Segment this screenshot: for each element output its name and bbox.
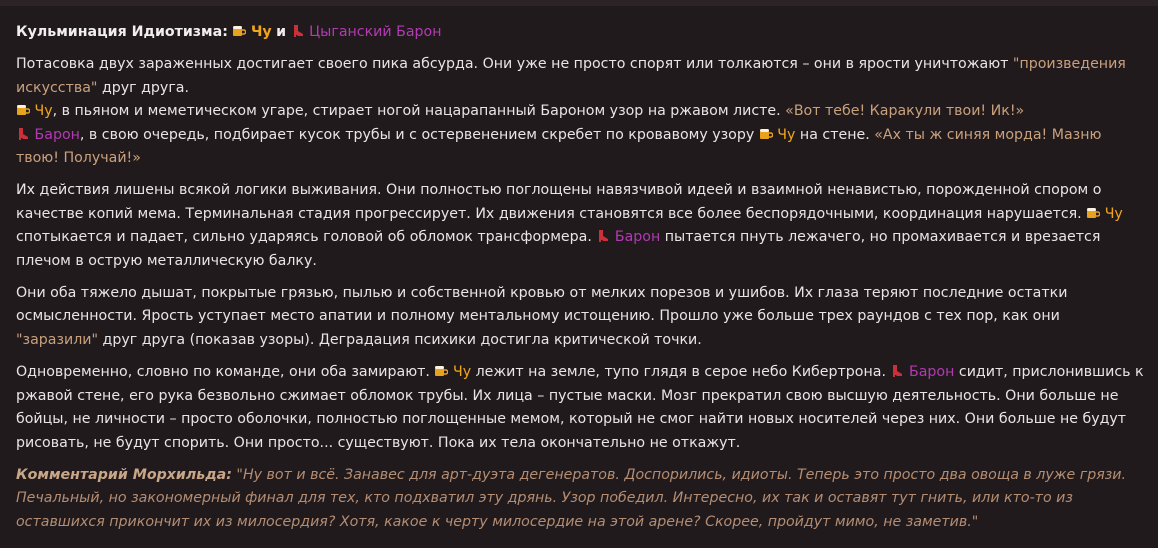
top-bar <box>0 0 1158 6</box>
beer-mug-icon <box>232 22 246 34</box>
baron-name: Барон <box>909 364 955 381</box>
text: на стене. <box>795 126 875 143</box>
and-word: и <box>276 24 287 40</box>
high-heel-boot-icon <box>16 126 30 140</box>
text: , в пьяном и мемeтическом угаре, стирает ногой нацарапанный Бароном узор на ржавом листе. <box>52 103 786 120</box>
chu-quote: «Вот тебе! Каракули твои! Ик!» <box>785 103 1025 120</box>
text: лежит на земле, тупо глядя в серое небо Кибертрона. <box>471 364 891 381</box>
paragraph-1 <box>16 53 1144 170</box>
quote-text: "заразили" <box>16 331 99 348</box>
chu-name: Чу <box>777 126 796 143</box>
text: Потасовка двух зараженных достигает своего пика абсурда. Они уже не просто спорят или толкаются – они в ярости уничтожают <box>16 56 1013 73</box>
baron-full-name: Цыганский Барон <box>309 24 442 40</box>
message-content <box>16 21 1144 543</box>
text: друг друга (показав узоры). Деградация психики достигла критической точки. <box>98 331 702 348</box>
commentary-text: "Ну вот и всё. Занавес для арт-дуэта дегенератов. Доспорились, идиоты. Теперь это просто два овоща в луже грязи. Печальный, но закономерный финал для тех, кто подхватил эту дрянь. Узор победил. Интересно, их так и оставят тут гнить, или кто-то из оставшихся прикончит их из милосердия? Хотя, какое к черту милосердие на этой арене? Скорее, пройдут мимо, не заметив." <box>16 466 1127 530</box>
title-line <box>16 21 1144 44</box>
chu-name: Чу <box>34 103 53 120</box>
chu-name: Чу <box>250 24 272 40</box>
chu-name: Чу <box>452 364 472 381</box>
paragraph-3 <box>16 282 1144 352</box>
chu-action-line <box>16 100 1144 123</box>
beer-mug-icon <box>16 101 30 113</box>
high-heel-boot-icon <box>596 228 610 242</box>
text: друг друга. <box>97 79 189 96</box>
title-prefix: Кульминация Идиотизма: <box>16 24 228 40</box>
beer-mug-icon <box>1086 204 1100 216</box>
text: спотыкается и падает, сильно ударяясь головой об обломок трансформера. <box>16 229 597 246</box>
text: , в свою очередь, подбирает кусок трубы и с остервенением скребет по кровавому узору <box>79 126 759 143</box>
paragraph-2 <box>16 179 1144 273</box>
text: пытается пнуть лежачего, но промахивается и врезается плечом в острую металлическую балку. <box>16 229 1101 269</box>
chu-name: Чу <box>1104 205 1123 222</box>
high-heel-boot-icon <box>890 363 904 377</box>
paragraph-4 <box>16 361 1144 455</box>
baron-action-line <box>16 124 1144 171</box>
quote-text: "произведения искусства" <box>16 56 1126 96</box>
text: Одновременно, словно по команде, они оба замирают. <box>16 364 435 381</box>
text: Они оба тяжело дышат, покрытые грязью, пылью и собственной кровью от мелких порезов и ушибов. Их глаза теряют последние остатки осмысленности. Ярость уступает место апатии и полному ментальному истощению. Прошло уже больше трех раундов с тех пор, как они <box>16 285 1068 325</box>
commentary <box>16 464 1144 534</box>
beer-mug-icon <box>759 125 773 137</box>
commentary-label: Комментарий Морхильда: <box>16 466 232 483</box>
baron-name: Барон <box>34 126 80 143</box>
baron-quote: «Ах ты ж синяя морда! Мазню твою! Получай!» <box>16 126 1102 167</box>
beer-mug-icon <box>434 362 448 374</box>
text: Их действия лишены всякой логики выживания. Они полностью поглощены навязчивой идеей и взаимной ненавистью, порожденной спором о качестве копий мема. Терминальная стадия прогрессирует. Их движения становятся все более беспорядочными, координация нарушается. <box>16 182 1102 222</box>
baron-name: Барон <box>614 229 661 246</box>
text: сидит, прислонившись к ржавой стене, его рука безвольно сжимает обломок трубы. Их лица – пустые маски. Мозг прекратил свою высшую деятельность. Они больше не бойцы, не личности – просто оболочки, полностью поглощенные мемом, который не смог найти новых носителей через них. Они больше не будут рисовать, не будут спорить. Они просто... существуют. Пока их тела окончательно не откажут. <box>16 364 1144 451</box>
high-heel-boot-icon <box>291 23 305 37</box>
